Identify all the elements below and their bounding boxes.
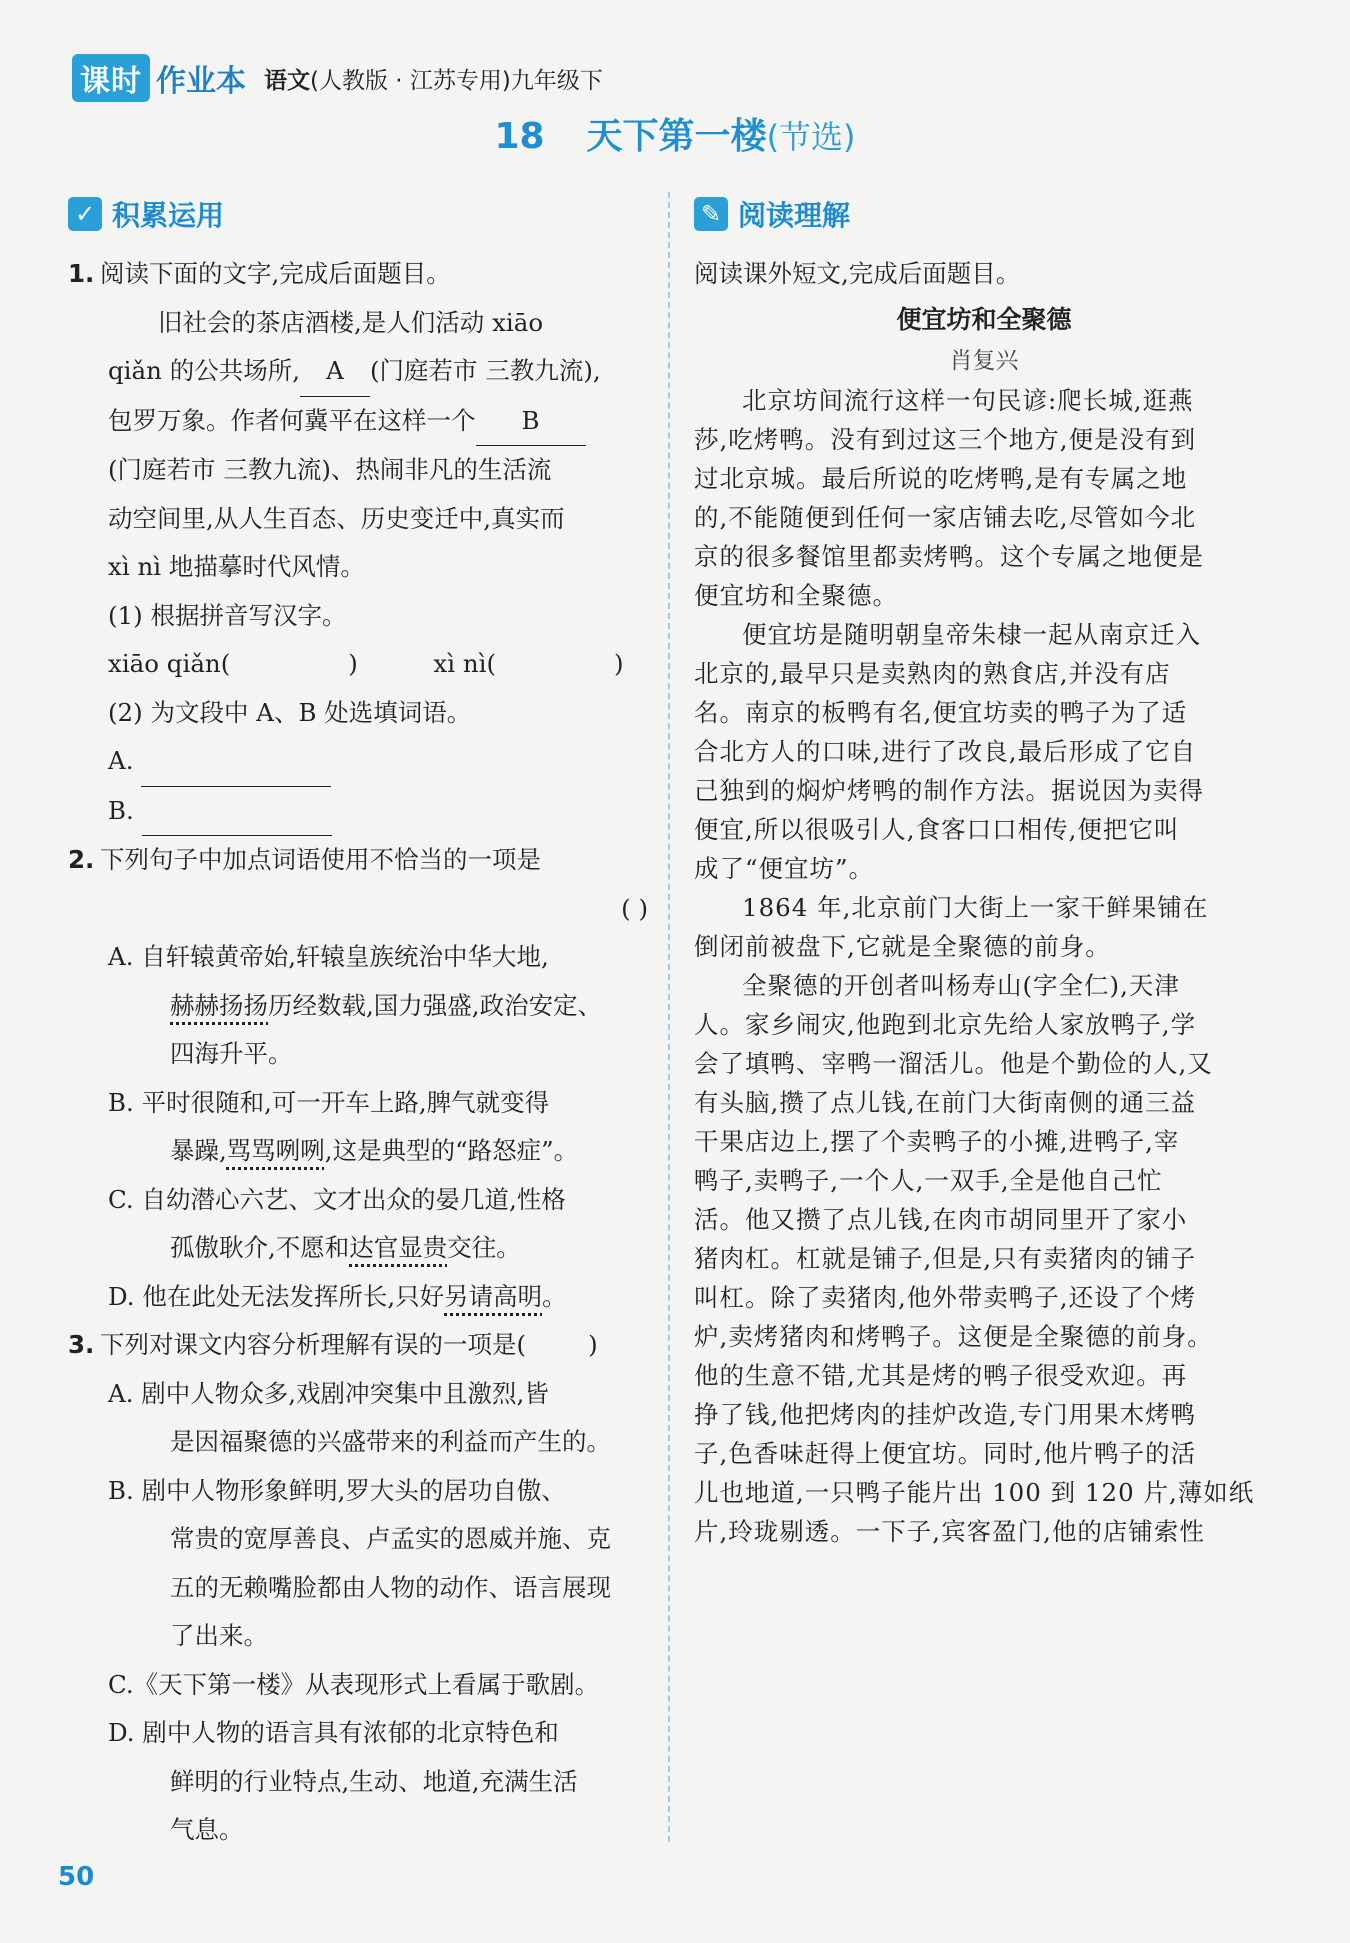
option-b: B. 平时很随和,可一开车上路,脾气就变得 (108, 1087, 550, 1117)
passage-text: (门庭若市 三教九流), (369, 356, 601, 385)
option-text: 暴躁, (170, 1136, 227, 1165)
option-c: C.《天下第一楼》从表现形式上看属于歌剧。 (108, 1669, 600, 1699)
option-d (68, 1273, 648, 1322)
article-line: 活。他又攒了点儿钱,在肉市胡同里开了家小 (694, 1204, 1188, 1234)
column-divider (668, 192, 670, 1842)
article-line: 己独到的焖炉烤鸭的制作方法。据说因为卖得 (694, 775, 1204, 805)
article-line: 鸭子,卖鸭子,一个人,一双手,全是他自己忙 (694, 1165, 1163, 1195)
option-a-cont: 四海升平。 (170, 1039, 293, 1068)
answer-label: A. (108, 746, 134, 775)
option-text: 历经数载,国力强盛,政治安定、 (268, 990, 603, 1020)
option-a-cont: 是因福聚德的兴盛带来的利益而产生的。 (170, 1427, 611, 1456)
answer-label: B. (108, 795, 134, 825)
subject-edition: (人教版 · 江苏专用)九年级下 (310, 67, 603, 94)
answer-blank-b[interactable] (142, 787, 332, 837)
paren-close: ) (614, 649, 624, 678)
article-body (694, 381, 1274, 1551)
article-line: 猪肉杠。杠就是铺子,但是,只有卖猪肉的铺子 (694, 1243, 1197, 1273)
article-line: 1864 年,北京前门大街上一家干鲜果铺在 (742, 892, 1209, 922)
page-number: 50 (58, 1862, 95, 1892)
article-line: 合北方人的口味,进行了改良,最后形成了它自 (694, 736, 1197, 766)
article-line: 便宜坊和全聚德。 (694, 580, 898, 610)
option-d: D. 剧中人物的语言具有浓郁的北京特色和 (108, 1718, 559, 1747)
question-number: 1. (68, 259, 95, 288)
article-line: 便宜,所以很吸引人,食客口口相传,便把它叫 (694, 814, 1180, 844)
option-b: B. 剧中人物形象鲜明,罗大头的居功自傲、 (108, 1475, 566, 1505)
option-b-cont: 常贵的宽厚善良、卢孟实的恩威并施、克 (170, 1524, 611, 1553)
article-line: 京的很多餐馆里都卖烤鸭。这个专属之地便是 (694, 541, 1204, 571)
question-number: 2. (68, 845, 95, 874)
article-line: 片,玲珑剔透。一下子,宾客盈门,他的店铺索性 (694, 1516, 1205, 1546)
answer-paren[interactable]: ( ) (621, 893, 648, 923)
option-d-cont: 鲜明的行业特点,生动、地道,充满生活 (170, 1766, 578, 1796)
article-line: 的,不能随便到任何一家店铺去吃,尽管如今北 (694, 502, 1197, 532)
section-title: 阅读理解 (738, 199, 851, 232)
passage-line: xì nì 地描摹时代风情。 (108, 552, 365, 581)
article-title: 便宜坊和全聚德 (896, 304, 1072, 334)
sub-question: (1) 根据拼音写汉字。 (108, 600, 347, 630)
option-text: ,这是典型的“路怒症”。 (324, 1136, 579, 1165)
article-line: 北京坊间流行这样一句民谚:爬长城,逛燕 (742, 385, 1194, 415)
pinyin-label: xì nì( (433, 649, 497, 678)
blank-b[interactable]: B (476, 397, 586, 447)
article-line: 子,色香味赶得上便宜坊。同时,他片鸭子的活 (694, 1438, 1197, 1468)
question-2 (68, 836, 648, 1321)
question-stem: 下列对课文内容分析理解有误的一项是( (100, 1330, 527, 1359)
subject-label (264, 62, 603, 95)
option-text: 交往。 (447, 1233, 521, 1262)
option-b-cont: 五的无赖嘴脸都由人物的动作、语言展现 (170, 1572, 611, 1602)
passage-line: 旧社会的茶店酒楼,是人们活动 xiāo (158, 307, 544, 337)
answer-blank-a[interactable] (141, 737, 331, 787)
option-c-cont (68, 1224, 648, 1273)
logo-zuoye: 作业本 (156, 64, 246, 99)
passage-line (68, 347, 648, 397)
pencil-icon: ✎ (694, 197, 728, 231)
lesson-title (0, 108, 1350, 159)
right-column (694, 190, 1274, 1551)
option-b-cont: 了出来。 (170, 1621, 268, 1650)
question-stem: 阅读下面的文字,完成后面题目。 (100, 259, 451, 288)
lesson-subtitle: (节选) (766, 118, 856, 156)
answer-line (68, 787, 648, 837)
dotted-term: 达官显贵 (349, 1233, 448, 1262)
article-line: 便宜坊是随明朝皇帝朱棣一起从南京迁入 (742, 619, 1201, 649)
dotted-term: 骂骂咧咧 (226, 1136, 325, 1165)
option-text: 孤傲耿介,不愿和 (170, 1233, 350, 1262)
article-author: 肖复兴 (949, 347, 1019, 374)
option-a-cont (68, 982, 648, 1031)
passage-text: 包罗万象。作者何冀平在这样一个 (108, 405, 476, 435)
section-title: 积累运用 (112, 199, 225, 232)
option-text: D. 他在此处无法发挥所长,只好 (108, 1281, 445, 1311)
article-line: 过北京城。最后所说的吃烤鸭,是有专属之地 (694, 463, 1188, 493)
article-line: 名。南京的板鸭有名,便宜坊卖的鸭子为了适 (694, 697, 1188, 727)
article-line: 倒闭前被盘下,它就是全聚德的前身。 (694, 931, 1111, 961)
sub-question: (2) 为文段中 A、B 处选填词语。 (108, 697, 472, 727)
lesson-name: 天下第一楼 (586, 116, 767, 157)
article-line: 儿也地道,一只鸭子能片出 100 到 120 片,薄如纸 (694, 1477, 1255, 1507)
question-3 (68, 1321, 648, 1855)
paren-close: ) (588, 1330, 598, 1359)
option-b-cont (68, 1127, 648, 1176)
passage-line: (门庭若市 三教九流)、热闹非凡的生活流 (108, 455, 552, 484)
article-line: 人。家乡闹灾,他跑到北京先给人家放鸭子,学 (694, 1009, 1197, 1039)
left-column (68, 190, 648, 1855)
article-line: 干果店边上,摆了个卖鸭子的小摊,进鸭子,宰 (694, 1126, 1180, 1156)
article-line: 叫杠。除了卖猪肉,他外带卖鸭子,还设了个烤 (694, 1282, 1197, 1312)
reading-intro: 阅读课外短文,完成后面题目。 (694, 259, 1021, 288)
pinyin-row (68, 640, 648, 689)
section-header-reading (694, 190, 1274, 238)
dotted-term: 另请高明 (444, 1281, 543, 1311)
logo-keshi: 课时 (72, 54, 150, 102)
article-line: 北京的,最早只是卖熟肉的熟食店,并没有店 (694, 658, 1171, 688)
passage-line: 动空间里,从人生百态、历史变迁中,真实而 (108, 503, 565, 533)
passage-line (68, 397, 648, 447)
lesson-number: 18 (494, 116, 545, 157)
page-header (72, 56, 603, 100)
pinyin-label: xiāo qiǎn( (108, 649, 231, 678)
section-header-accumulation (68, 190, 648, 238)
option-text: 。 (542, 1281, 567, 1311)
option-a: A. 剧中人物众多,戏剧冲突集中且激烈,皆 (108, 1378, 549, 1408)
question-stem: 下列句子中加点词语使用不恰当的一项是 (100, 845, 541, 874)
option-c: C. 自幼潜心六艺、文才出众的晏几道,性格 (108, 1184, 566, 1214)
answer-line (68, 737, 648, 787)
article-line: 会了填鸭、宰鸭一溜活儿。他是个勤俭的人,又 (694, 1048, 1213, 1078)
question-1 (68, 250, 648, 836)
option-d-cont: 气息。 (170, 1815, 244, 1844)
question-number: 3. (68, 1330, 95, 1359)
article-line: 有头脑,攒了点儿钱,在前门大街南侧的通三益 (694, 1087, 1197, 1117)
subject-bold: 语文 (264, 67, 310, 94)
checkmark-icon: ✓ (68, 197, 102, 231)
article-line: 全聚德的开创者叫杨寿山(字全仁),天津 (742, 970, 1180, 1000)
paren-close: ) (348, 649, 358, 678)
blank-a[interactable]: A (300, 347, 370, 397)
dotted-term: 赫赫扬扬 (170, 990, 268, 1020)
article-line: 他的生意不错,尤其是烤的鸭子很受欢迎。再 (694, 1360, 1188, 1390)
article-line: 成了“便宜坊”。 (694, 853, 875, 883)
article-line: 挣了钱,他把烤肉的挂炉改造,专门用果木烤鸭 (694, 1399, 1197, 1429)
option-a: A. 自轩辕黄帝始,轩辕皇族统治中华大地, (108, 942, 549, 971)
passage-text: qiǎn 的公共场所, (108, 356, 300, 385)
article-line: 炉,卖烤猪肉和烤鸭子。这便是全聚德的前身。 (694, 1321, 1213, 1351)
article-line: 莎,吃烤鸭。没有到过这三个地方,便是没有到 (694, 424, 1197, 454)
